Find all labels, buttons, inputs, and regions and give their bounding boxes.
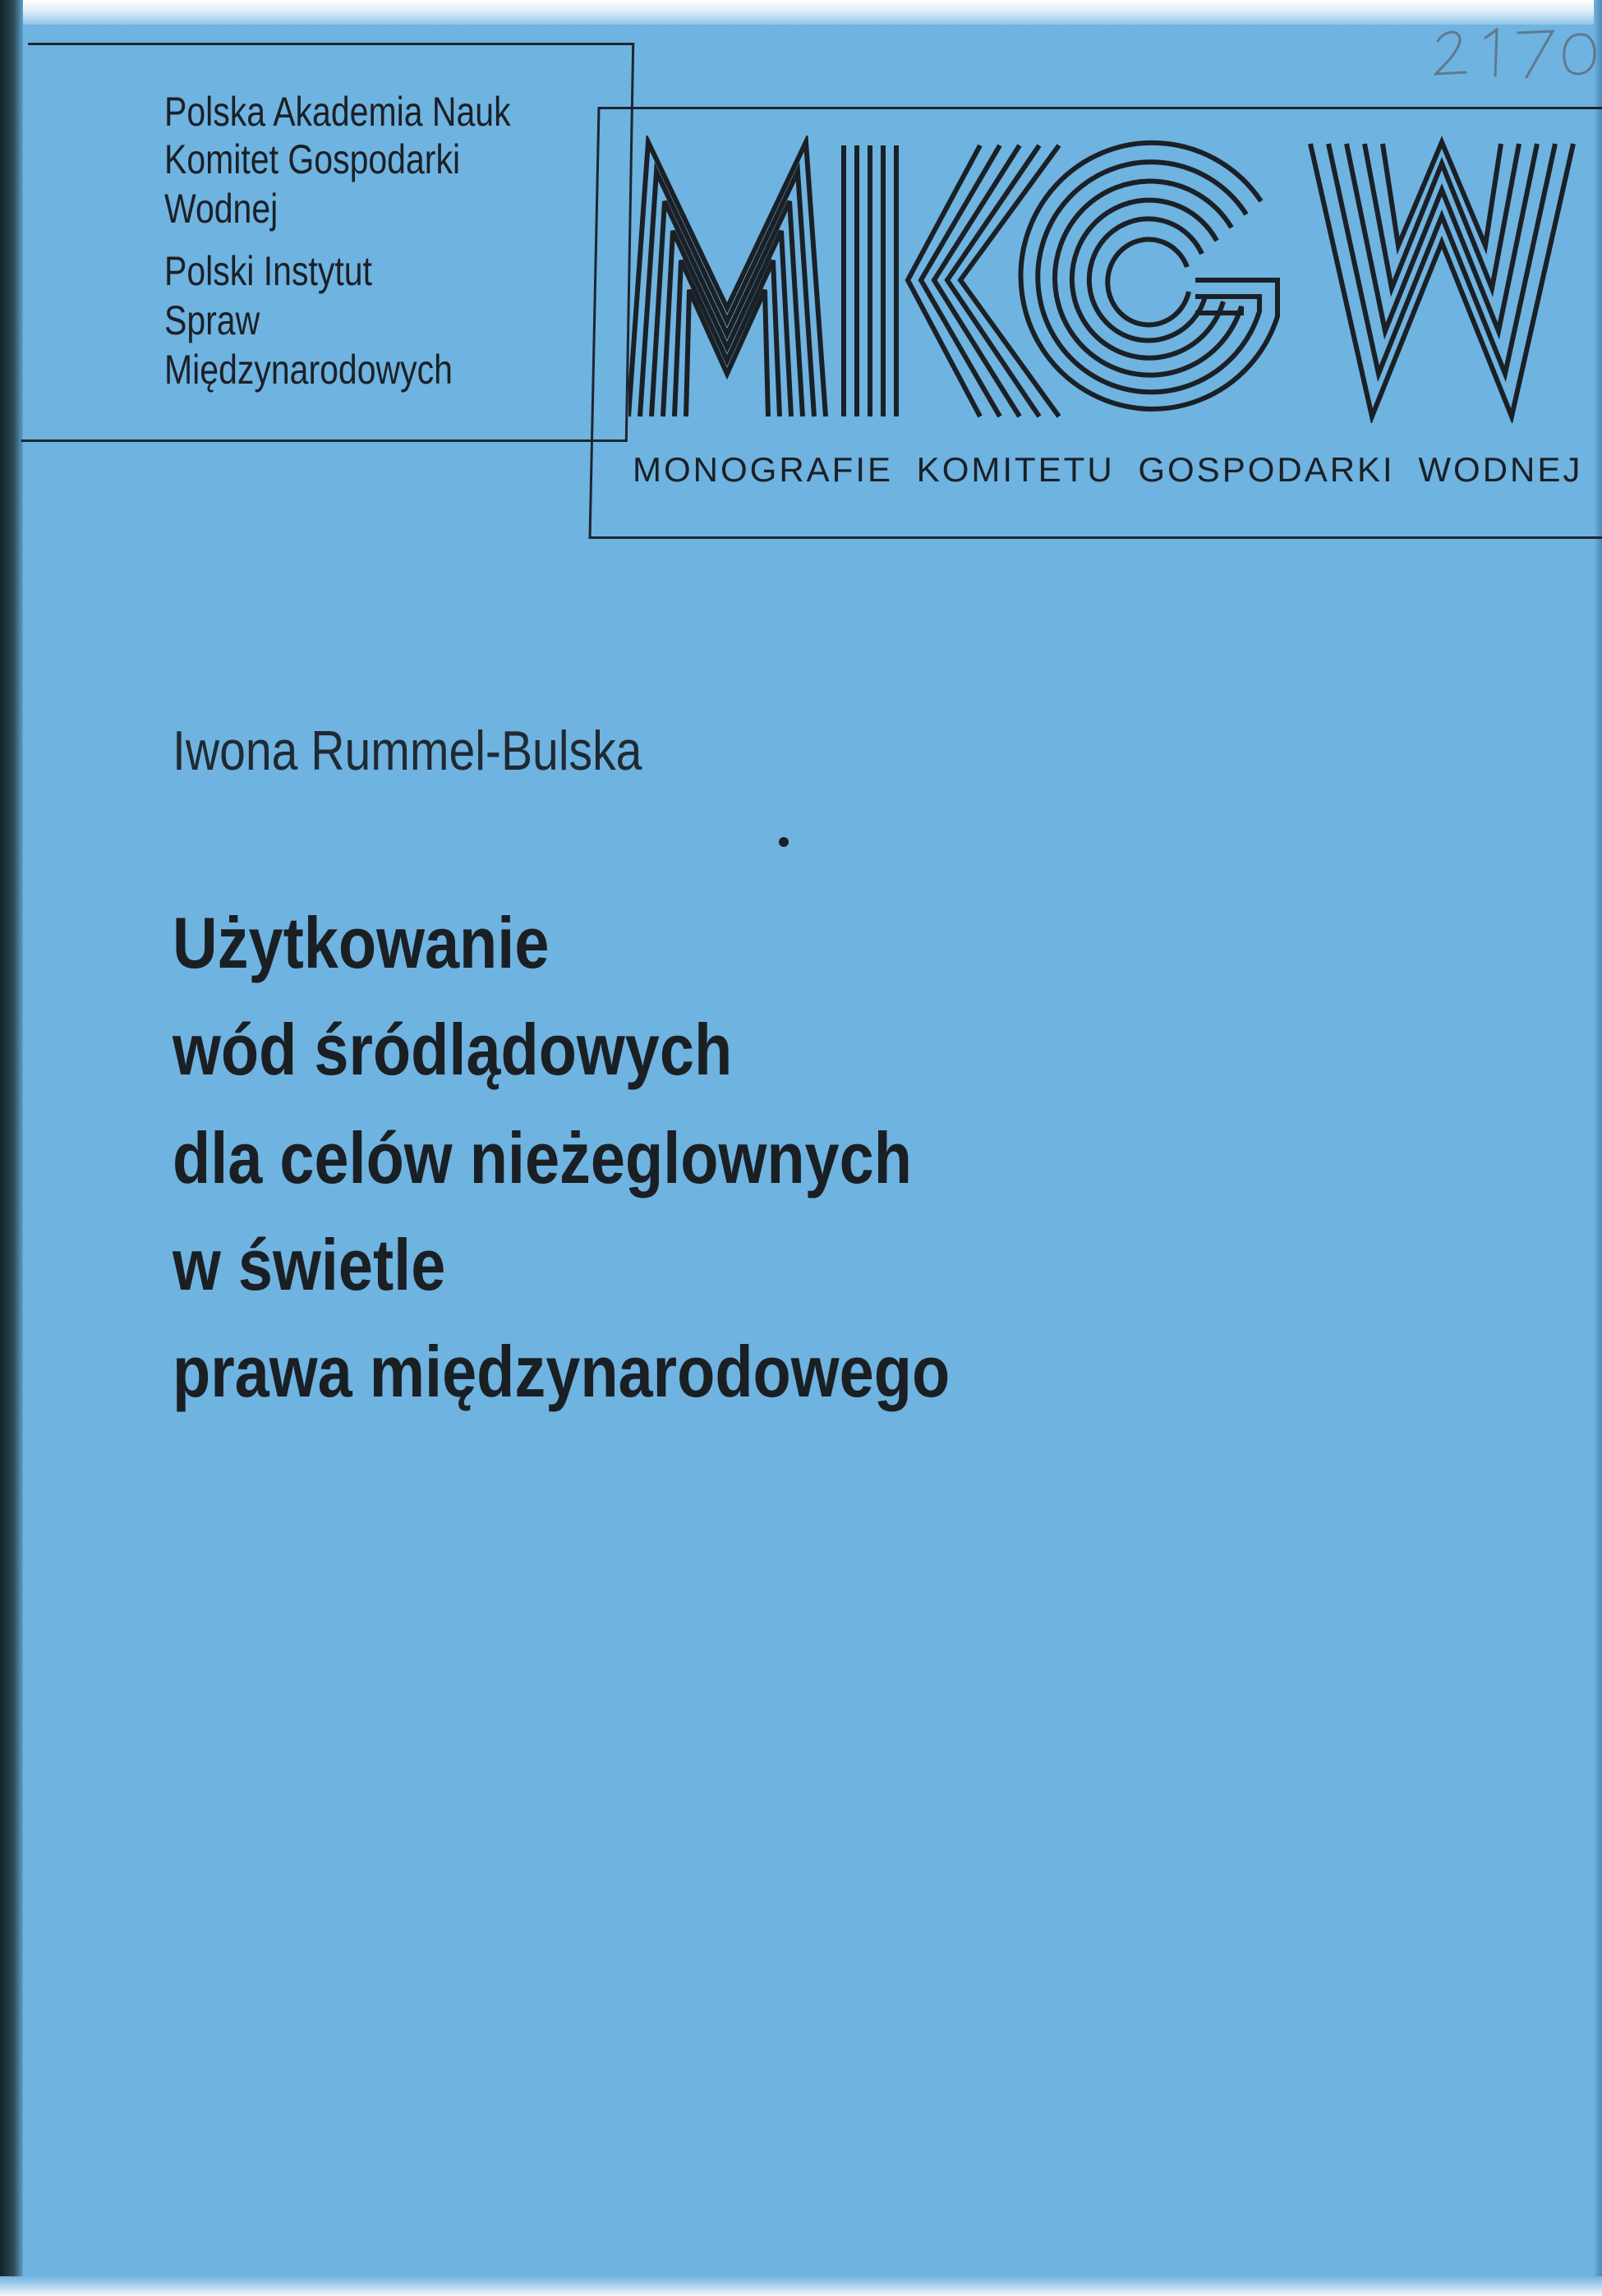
mkgw-logo bbox=[628, 136, 1602, 423]
bottom-edge bbox=[0, 2276, 1602, 2296]
publisher-line: Polski Instytut bbox=[164, 248, 372, 294]
logo-letter-m bbox=[628, 142, 826, 416]
series-title: MONOGRAFIE KOMITETU GOSPODARKI WODNEJ bbox=[633, 450, 1583, 489]
top-edge bbox=[0, 0, 1602, 25]
publisher-line: Wodnej bbox=[164, 186, 279, 232]
logo-letter-g bbox=[1021, 143, 1277, 409]
publisher-line: Spraw bbox=[164, 297, 260, 343]
handwritten-note bbox=[1421, 18, 1602, 84]
publisher-line: Komitet Gospodarki bbox=[164, 136, 461, 182]
title-line: wód śródlądowych bbox=[173, 1009, 733, 1090]
logo-letter-k bbox=[844, 145, 1059, 416]
publisher-line: Międzynarodowych bbox=[164, 347, 453, 393]
publisher-line: Polska Akademia Nauk bbox=[164, 89, 511, 135]
title-line: Użytkowanie bbox=[173, 902, 550, 983]
bullet-dot bbox=[779, 837, 789, 847]
logo-letter-w bbox=[1310, 142, 1573, 416]
author-name: Iwona Rummel-Bulska bbox=[173, 720, 642, 782]
title-line: prawa międzynarodowego bbox=[173, 1331, 951, 1412]
title-line: dla celów nieżeglownych bbox=[173, 1117, 912, 1199]
spine-edge bbox=[0, 0, 23, 2296]
title-line: w świetle bbox=[173, 1224, 446, 1305]
